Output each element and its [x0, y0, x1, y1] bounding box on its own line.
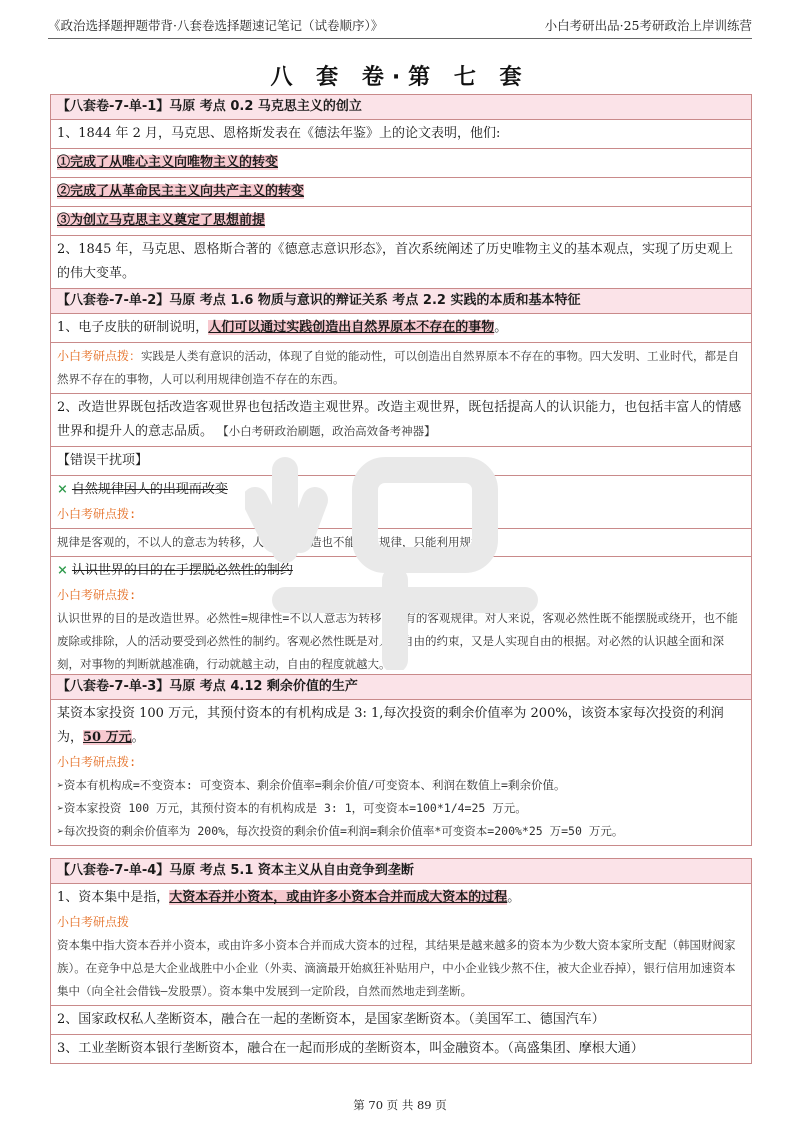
question-text: [51, 700, 751, 845]
section-7-3: [50, 674, 752, 846]
tip-label: 小白考研点拨: [57, 915, 130, 929]
header-divider: [48, 38, 752, 39]
point-suffix: 。: [494, 320, 508, 335]
answer-item: [51, 207, 751, 236]
distractor-text: 认识世界的目的在于摆脱必然性的制约: [71, 563, 293, 578]
question-suffix: 。: [131, 730, 145, 745]
answer-item-text: ①完成了从唯心主义向唯物主义的转变: [57, 155, 279, 170]
cross-icon: ×: [57, 563, 68, 578]
point-prefix: 1、电子皮肤的研制说明，: [57, 320, 209, 335]
distractor-heading: 【错误干扰项】: [51, 447, 751, 476]
tip-label: 小白考研点拨:: [57, 755, 137, 769]
bullet-item: ➢每次投资的剩余价值率为 200%，每次投资的剩余价值=利润=剩余价值率*可变资本=200%*25 万=50 万元。: [57, 824, 624, 838]
section-title: 【八套卷-7-单-1】马原 考点 0.2 马克思主义的创立: [51, 95, 751, 120]
distractor-item: [51, 476, 751, 529]
section-title: 【八套卷-7-单-2】马原 考点 1.6 物质与意识的辩证关系 考点 2.2 实践的本质和基本特征: [51, 289, 751, 314]
section-point: 2、1845 年，马克思、恩格斯合著的《德意志意识形态》，首次系统阐述了历史唯物主义的基本观点，实现了历史观上的伟大变革。: [57, 242, 733, 281]
header-right-text: 小白考研出品·25考研政治上岸训练营: [544, 18, 752, 33]
tip-text: 实践是人类有意识的活动，体现了自觉的能动性，可以创造出自然界原本不存在的事物。四大发明、工业时代，都是自然界不存在的事物，人可以利用规律创造不存在的东西。: [57, 349, 740, 386]
page-title: 八 套 卷·第 七 套: [270, 65, 530, 90]
section-point: [51, 884, 751, 1006]
section-7-1: [50, 94, 752, 289]
section-intro: 1、1844 年 2 月，马克思、恩格斯发表在《德法年鉴》上的论文表明，他们:: [51, 120, 751, 149]
section-point: 2、国家政权私人垄断资本，融合在一起的垄断资本，是国家垄断资本。（美国军工、德国汽车）: [51, 1006, 751, 1035]
distractor-item: [51, 557, 751, 678]
point-text: 2、改造世界既包括改造客观世界也包括改造主观世界。改造主观世界，既包括提高人的认识能力，也包括丰富人的情感世界和提升人的意志品质。: [57, 400, 742, 439]
promo-tag: 【小白考研政治刷题，政治高效备考神器】: [217, 424, 436, 438]
point-suffix: 。: [507, 890, 521, 905]
question-prefix: 某资本家投资 100 万元，其预付资本的有机构成是 3: 1,每次投资的剩余价值率为 200%，该资本家每次投资的利润为，: [57, 706, 724, 745]
tip-label: 小白考研点拨:: [57, 588, 137, 602]
tip-note: 小白考研点拨：实践是人类有意识的活动，体现了自觉的能动性，可以创造出自然界原本不存在的事物。四大发明、工业时代，都是自然界不存在的事物，人可以利用规律创造不存在的东西。: [51, 343, 751, 394]
section-point: [51, 314, 751, 343]
point-prefix: 1、资本集中是指，: [57, 890, 170, 905]
section-point: 3、工业垄断资本银行垄断资本，融合在一起而形成的垄断资本，叫金融资本。（高盛集团、摩根大通）: [57, 1041, 644, 1056]
answer-item: [51, 149, 751, 178]
answer-highlight: 50 万元: [83, 730, 132, 745]
page-number: 第 70 页 共 89 页: [353, 1098, 447, 1112]
answer-item-text: ②完成了从革命民主主义向共产主义的转变: [57, 184, 305, 199]
answer-item-text: ③为创立马克思主义奠定了思想前提: [57, 213, 266, 228]
distractor-text: 自然规律因人的出现而改变: [71, 482, 228, 497]
tip-label: 小白考研点拨: [57, 349, 130, 363]
tip-label: 小白考研点拨:: [57, 507, 137, 521]
bullet-item: ➢资本家投资 100 万元，其预付资本的有机构成是 3: 1，可变资本=100*1/4=25 万元。: [57, 801, 527, 815]
cross-icon: ×: [57, 482, 68, 497]
section-title: 【八套卷-7-单-3】马原 考点 4.12 剩余价值的生产: [51, 675, 751, 700]
page-header: [48, 14, 752, 36]
answer-item: [51, 178, 751, 207]
section-title: 【八套卷-7-单-4】马原 考点 5.1 资本主义从自由竞争到垄断: [51, 859, 751, 884]
section-7-2: [50, 288, 752, 679]
header-left-text: 《政治选择题押题带背·八套卷选择题速记笔记（试卷顺序）》: [48, 18, 384, 33]
tip-text: 资本集中指大资本吞并小资本，或由许多小资本合并而成大资本的过程，其结果是越来越多的资本为少数大资本家所支配（韩国财阀家族）。在竞争中总是大企业战胜中小企业（外卖、滴滴最开始疯狂补贴用户，中小企业钱少熬不住，被大企业吞掉），银行信用加速资本集中（向全社会借钱—发股票）。资本集中发展到一定阶段，自然而然地走到垄断。: [57, 938, 736, 998]
section-point: [51, 394, 751, 447]
bullet-item: ➢资本有机构成=不变资本: 可变资本、剩余价值率=剩余价值/可变资本、利润在数值上=剩余价值。: [57, 778, 566, 792]
tip-text: 认识世界的目的是改造世界。必然性=规律性=不以人意志为转移的固有的客观规律。对人来说，客观必然性既不能摆脱或绕开，也不能废除或排除，人的活动要受到必然性的制约。客观必然性既是对人的自由的约束，又是人实现自由的根据。对必然的认识越全面和深刻，对事物的判断就越准确，行动就越主动，自由的程度就越大。: [57, 611, 738, 671]
point-highlight: 人们可以通过实践创造出自然界原本不存在的事物: [208, 320, 495, 335]
section-7-4: [50, 858, 752, 1064]
point-highlight: 大资本吞并小资本，或由许多小资本合并而成大资本的过程: [169, 890, 508, 905]
tip-text: 规律是客观的，不以人的意志为转移，人既不能创造也不能改变规律，只能利用规律。: [51, 529, 751, 557]
